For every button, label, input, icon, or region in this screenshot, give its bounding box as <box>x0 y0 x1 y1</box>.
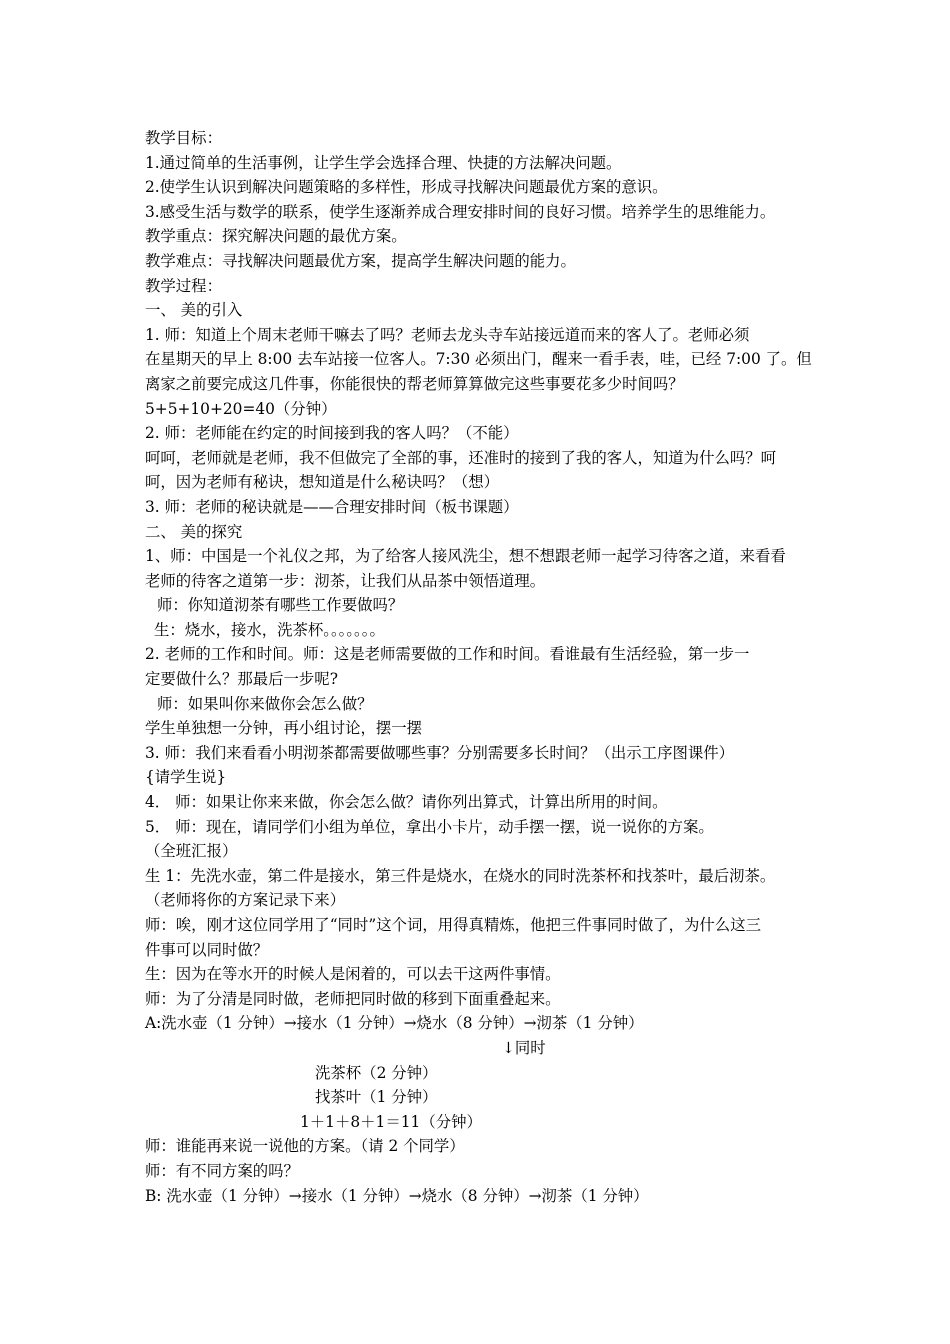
document-page <box>145 126 810 1208</box>
simultaneous-marker: ↓同时 <box>502 1038 546 1057</box>
section-1-heading: 一、 美的引入 <box>145 301 243 320</box>
paragraph-line: 在星期天的早上 8:00 去车站接一位客人。7:30 必须出门，醒来一看手表，哇，已经 7:00 了。但 <box>145 350 812 369</box>
heading-objectives: 教学目标： <box>145 129 222 147</box>
paragraph-line: 件事可以同时做？ <box>145 940 269 959</box>
paragraph-line: 老师的待客之道第一步：沏茶，让我们从品茶中领悟道理。 <box>145 571 546 590</box>
objective-2: 2.使学生认识到解决问题策略的多样性，形成寻找解决问题最优方案的意识。 <box>145 178 668 197</box>
plan-a-total: 1＋1＋8＋1＝11（分钟） <box>300 1112 482 1131</box>
parallel-task-1: 洗茶杯（2 分钟） <box>315 1063 438 1082</box>
dialogue-line: 生：烧水，接水，洗茶杯。。。。。。。 <box>154 620 385 639</box>
paragraph-line: 师：有不同方案的吗？ <box>145 1161 299 1180</box>
paragraph-line: 学生单独想一分钟，再小组讨论，摆一摆 <box>145 719 423 738</box>
paragraph-line: 师：唉，刚才这位同学用了“同时”这个词，用得真精炼，他把三件事同时做了，为什么这三 <box>145 916 761 934</box>
paragraph-line: （全班汇报） <box>145 842 238 861</box>
key-point: 教学重点：探究解决问题的最优方案。 <box>145 227 407 246</box>
paragraph-line: 2. 师：老师能在约定的时间接到我的客人吗？（不能） <box>145 424 519 443</box>
dialogue-line: 师：你知道沏茶有哪些工作要做吗？ <box>157 596 404 615</box>
paragraph-line: 生 1：先洗水壶，第二件是接水，第三件是烧水，在烧水的同时洗茶杯和找茶叶，最后沏茶。 <box>145 866 776 885</box>
paragraph-line: 生：因为在等水开的时候人是闲着的，可以去干这两件事情。 <box>145 965 561 984</box>
dialogue-line: 师：如果叫你来做你会怎么做？ <box>157 694 373 713</box>
paragraph-line: 3. 师：我们来看看小明沏茶都需要做哪些事？分别需要多长时间？（出示工序图课件） <box>145 743 735 762</box>
heading-process: 教学过程： <box>145 276 222 295</box>
objective-3: 3.感受生活与数学的联系，使学生逐渐养成合理安排时间的良好习惯。培养学生的思维能力。 <box>145 202 776 221</box>
plan-b-sequence: B: 洗水壶（1 分钟）→接水（1 分钟）→烧水（8 分钟）→沏茶（1 分钟） <box>145 1186 649 1205</box>
difficulty: 教学难点：寻找解决问题最优方案，提高学生解决问题的能力。 <box>145 251 576 270</box>
paragraph-line: 1. 师：知道上个周末老师干嘛去了吗？老师去龙头寺车站接远道而来的客人了。老师必须 <box>145 325 750 344</box>
formula-line: 5+5+10+20=40（分钟） <box>145 399 337 418</box>
paragraph-line: 呵呵，老师就是老师，我不但做完了全部的事，还准时的接到了我的客人，知道为什么吗？呵 <box>145 448 777 467</box>
paragraph-line: 定要做什么？那最后一步呢? <box>145 670 338 689</box>
paragraph-line: 2. 老师的工作和时间。师：这是老师需要做的工作和时间。看谁最有生活经验，第一步一 <box>145 645 750 664</box>
paragraph-line: 呵，因为老师有秘诀，想知道是什么秘诀吗？（想） <box>145 473 499 492</box>
paragraph-line: 离家之前要完成这几件事，你能很快的帮老师算算做完这些事要花多少时间吗？ <box>145 374 684 393</box>
paragraph-line: 3. 师：老师的秘诀就是——合理安排时间（板书课题） <box>145 497 519 516</box>
paragraph-line: （老师将你的方案记录下来） <box>145 891 346 910</box>
paragraph-line: 1、师：中国是一个礼仪之邦，为了给客人接风洗尘，想不想跟老师一起学习待客之道，来看看 <box>145 547 786 566</box>
objective-1: 1.通过简单的生活事例，让学生学会选择合理、快捷的方法解决问题。 <box>145 153 622 172</box>
paragraph-line: 5． 师：现在，请同学们小组为单位，拿出小卡片，动手摆一摆，说一说你的方案。 <box>145 817 714 836</box>
paragraph-line: 4． 师：如果让你来来做，你会怎么做？请你列出算式，计算出所用的时间。 <box>145 793 668 812</box>
paragraph-line: 师：谁能再来说一说他的方案。（请 2 个同学） <box>145 1137 465 1156</box>
plan-a-sequence: A:洗水壶（1 分钟）→接水（1 分钟）→烧水（8 分钟）→沏茶（1 分钟） <box>145 1014 644 1033</box>
parallel-task-2: 找茶叶（1 分钟） <box>315 1088 438 1107</box>
paragraph-line: {请学生说} <box>145 768 227 787</box>
paragraph-line: 师：为了分清是同时做，老师把同时做的移到下面重叠起来。 <box>145 989 561 1008</box>
section-2-heading: 二、 美的探究 <box>145 522 243 541</box>
